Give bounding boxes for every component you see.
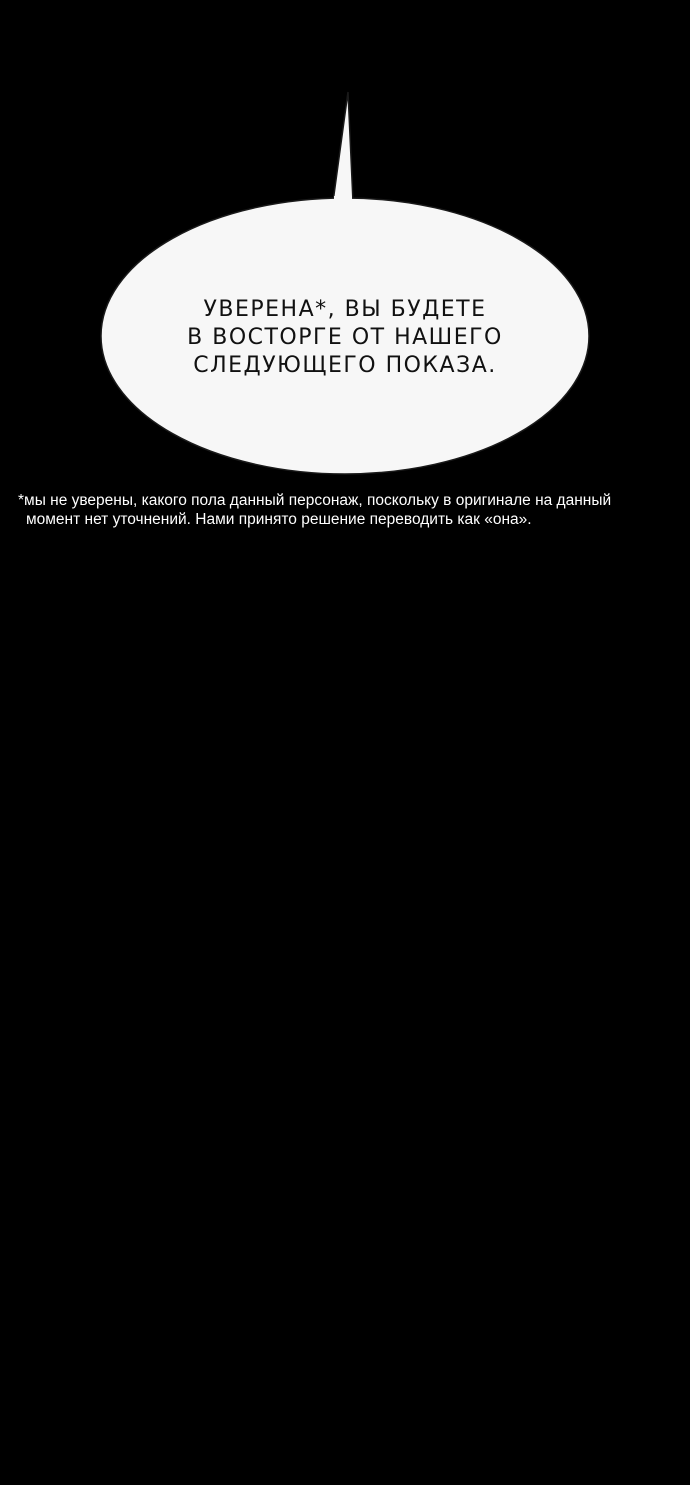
speech-bubble-line-3: СЛЕДУЮЩЕГО ПОКАЗА. bbox=[193, 353, 497, 378]
speech-bubble bbox=[0, 0, 690, 500]
speech-bubble-line-2: В ВОСТОРГЕ ОТ НАШЕГО bbox=[187, 325, 503, 350]
speech-bubble-text bbox=[120, 296, 570, 380]
translator-footnote bbox=[18, 491, 678, 529]
speech-bubble-tail bbox=[333, 92, 353, 202]
footnote-line-1: *мы не уверены, какого пола данный персонаж, поскольку в оригинале на данный bbox=[18, 492, 612, 509]
speech-bubble-line-1: УВЕРЕНА*, ВЫ БУДЕТЕ bbox=[203, 297, 487, 322]
footnote-line-2: момент нет уточнений. Нами принято решение переводить как «она». bbox=[26, 511, 532, 528]
speech-bubble-shape bbox=[101, 92, 589, 474]
